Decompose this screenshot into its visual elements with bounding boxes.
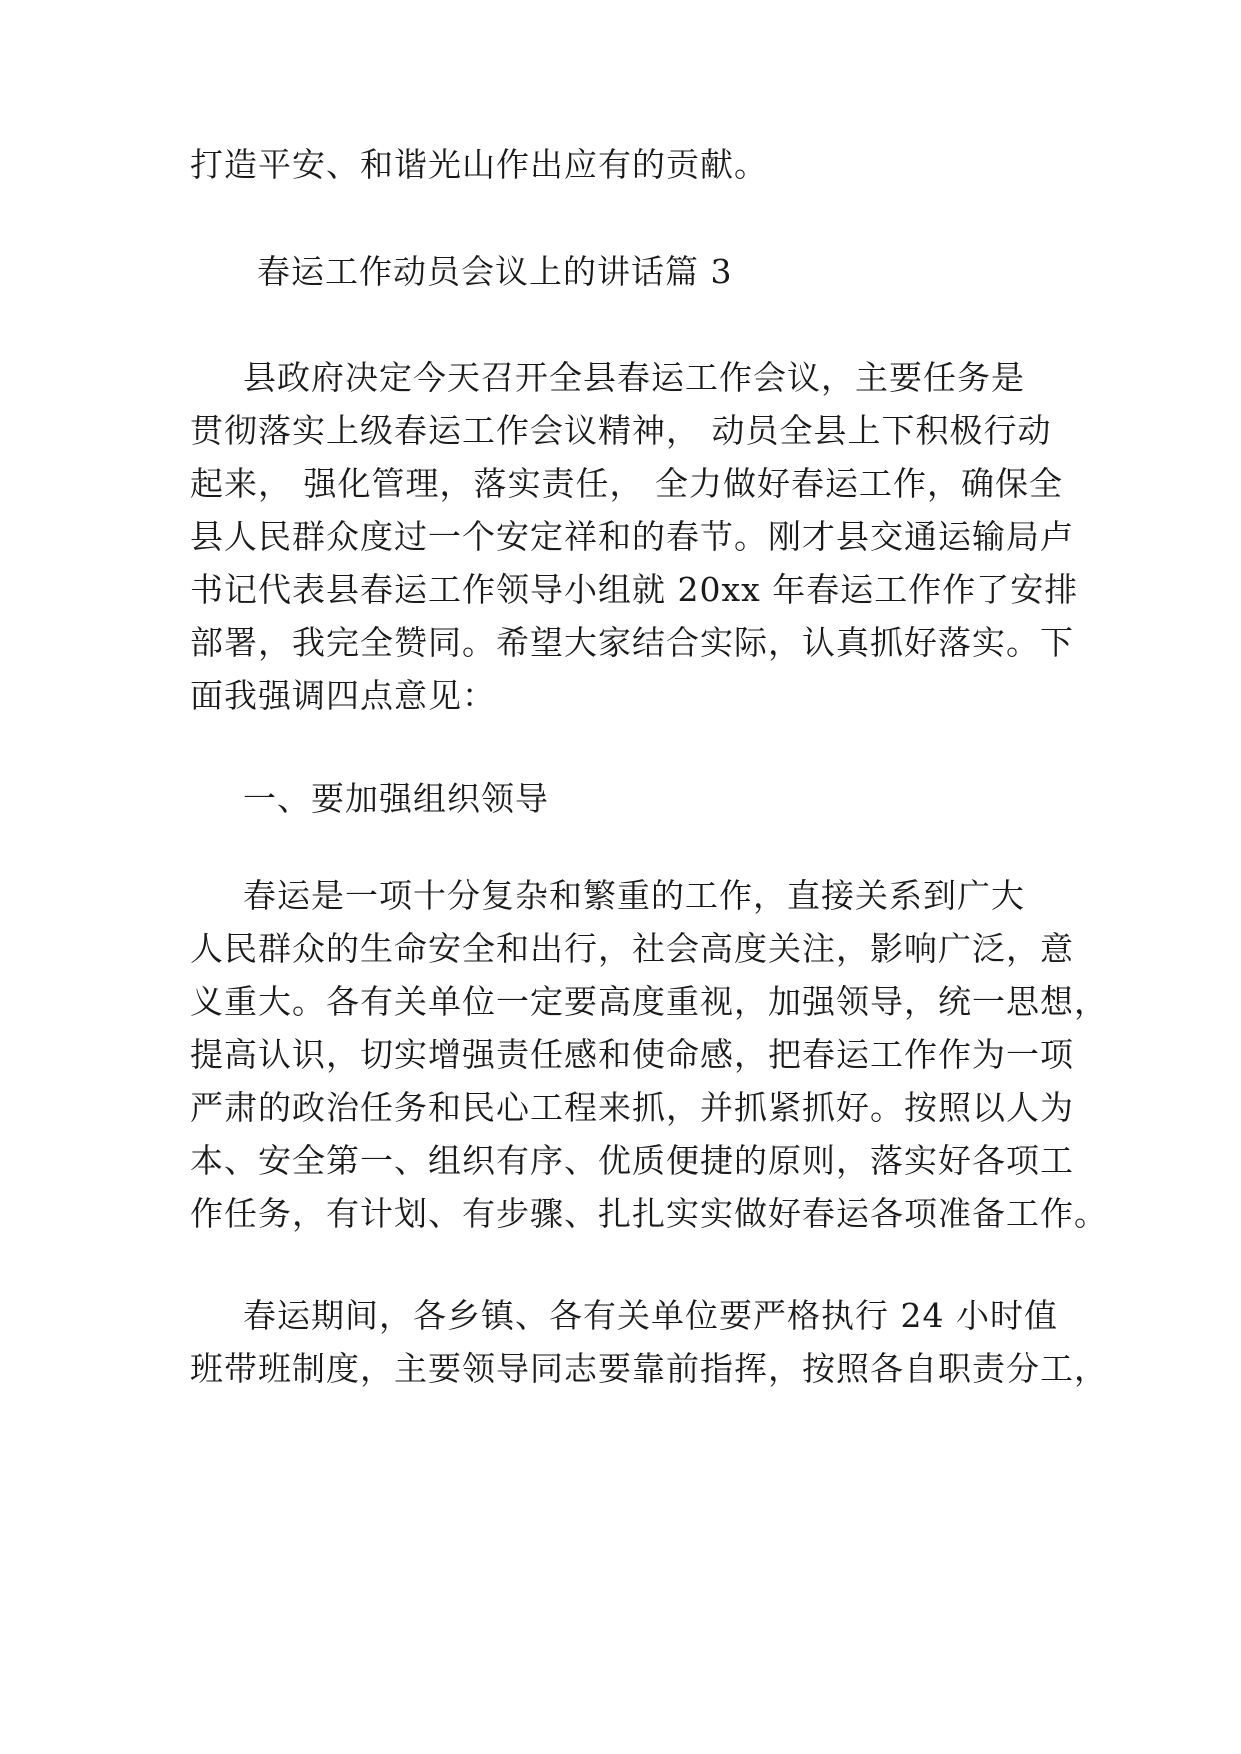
para1-line-1: 县政府决定今天召开全县春运工作会议，主要任务是 (243, 358, 1025, 397)
para2-line-2: 人民群众的生命安全和出行，社会高度关注，影响广泛，意 (190, 929, 1074, 968)
para2-line-7: 作任务，有计划、有步骤、扎扎实实做好春运各项准备工作。 (190, 1194, 1108, 1233)
para2-line-4: 提高认识，切实增强责任感和使命感，把春运工作作为一项 (190, 1035, 1074, 1074)
para1-line-6: 部署，我完全赞同。希望大家结合实际，认真抓好落实。下 (190, 623, 1074, 662)
para1-line-4: 县人民群众度过一个安定祥和的春节。刚才县交通运输局卢 (190, 517, 1074, 556)
para2-line-3: 义重大。各有关单位一定要高度重视，加强领导，统一思想， (190, 982, 1108, 1021)
para2-line-5: 严肃的政治任务和民心工程来抓，并抓紧抓好。按照以人为 (190, 1088, 1074, 1127)
para3-line-2: 班带班制度，主要领导同志要靠前指挥，按照各自职责分工， (190, 1349, 1108, 1388)
para2-line-1: 春运是一项十分复杂和繁重的工作，直接关系到广大 (243, 876, 1025, 915)
top-fragment-line: 打造平安、和谐光山作出应有的贡献。 (190, 145, 768, 184)
para2-line-6: 本、安全第一、组织有序、优质便捷的原则，落实好各项工 (190, 1141, 1074, 1180)
heading-organize-leadership: 一、要加强组织领导 (243, 779, 549, 818)
para1-line-2: 贯彻落实上级春运工作会议精神， 动员全县上下积极行动 (190, 411, 1052, 450)
para1-line-7: 面我强调四点意见： (190, 676, 496, 715)
para1-line-5: 书记代表县春运工作领导小组就 20xx 年春运工作作了安排 (190, 570, 1079, 609)
para3-line-1: 春运期间，各乡镇、各有关单位要严格执行 24 小时值 (243, 1296, 1058, 1335)
section-title: 春运工作动员会议上的讲话篇 3 (257, 252, 733, 291)
para1-line-3: 起来， 强化管理，落实责任， 全力做好春运工作，确保全 (190, 464, 1063, 503)
